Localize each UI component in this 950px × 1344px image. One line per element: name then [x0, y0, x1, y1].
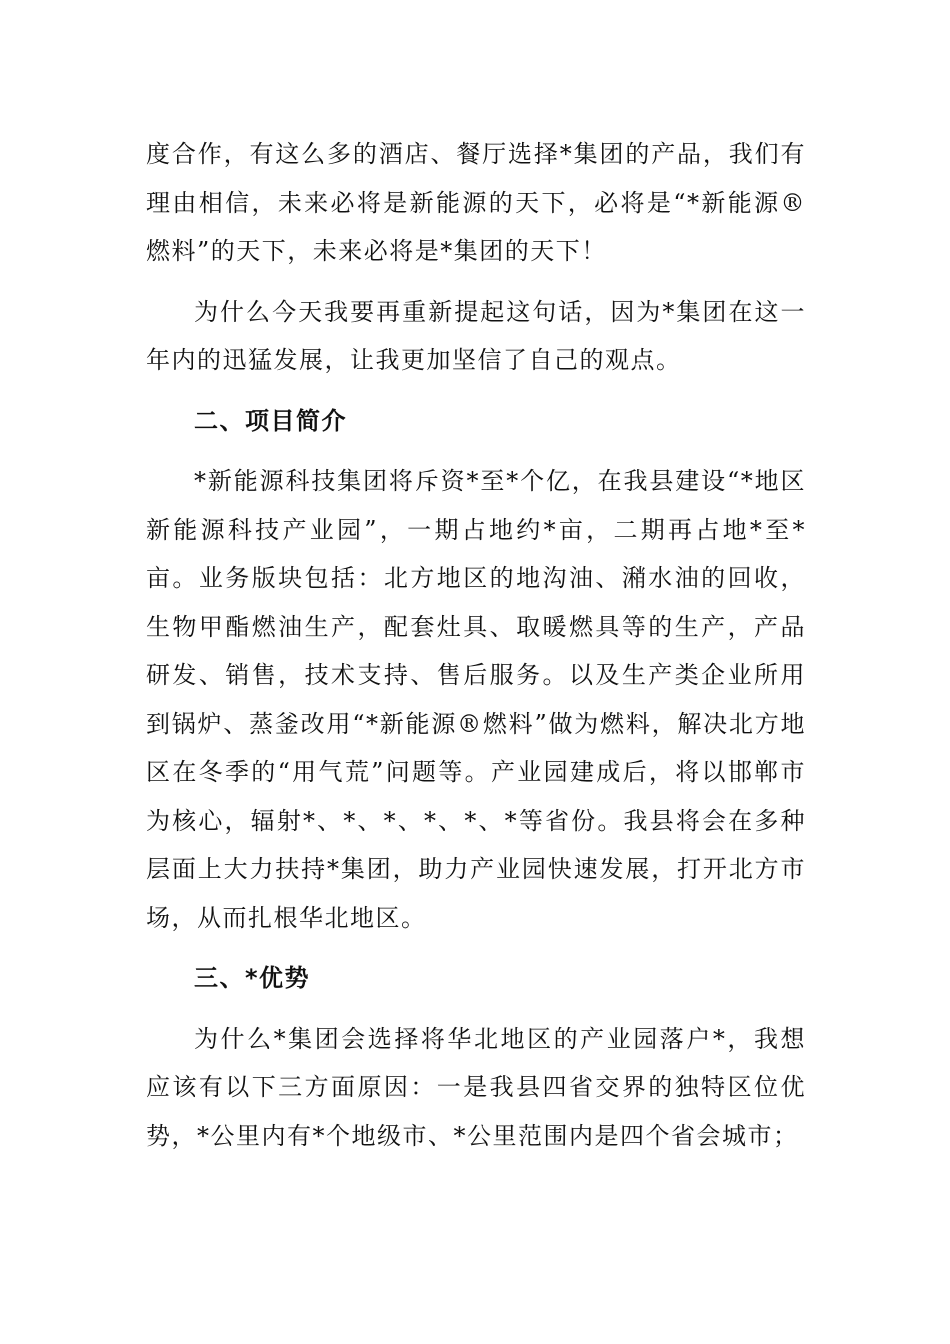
paragraph-advantages: 为什么*集团会选择将华北地区的产业园落户*，我想应该有以下三方面原因：一是我县四省交界的独特区位优势，*公里内有*个地级市、*公里范围内是四个省会城市；	[146, 1024, 806, 1150]
document-body	[146, 130, 806, 1172]
paragraph-reason: 为什么今天我要再重新提起这句话，因为*集团在这一年内的迅猛发展，让我更加坚信了自己的观点。	[146, 297, 806, 374]
paragraph-cooperation: 度合作，有这么多的酒店、餐厅选择*集团的产品，我们有理由相信，未来必将是新能源的天下，必将是“*新能源®燃料”的天下，未来必将是*集团的天下！	[146, 140, 806, 265]
section-heading-project-intro: 二、项目简介	[194, 406, 347, 435]
section-heading-advantages: 三、*优势	[194, 964, 311, 992]
paragraph-project-intro: *新能源科技集团将斥资*至*个亿，在我县建设“*地区新能源科技产业园”，一期占地约*亩，二期再占地*至*亩。业务版块包括：北方地区的地沟油、潲水油的回收，生物甲酯燃油生产，配套灶具、取暖燃具等的生产，产品研发、销售，技术支持、售后服务。以及生产类企业所用到锅炉、蒸釜改用“*新能源®燃料”做为燃料，解决北方地区在冬季的“用气荒”问题等。产业园建成后，将以邯郸市为核心，辐射*、*、*、*、*、*等省份。我县将会在多种层面上大力扶持*集团，助力产业园快速发展，打开北方市场，从而扎根华北地区。	[146, 467, 806, 932]
